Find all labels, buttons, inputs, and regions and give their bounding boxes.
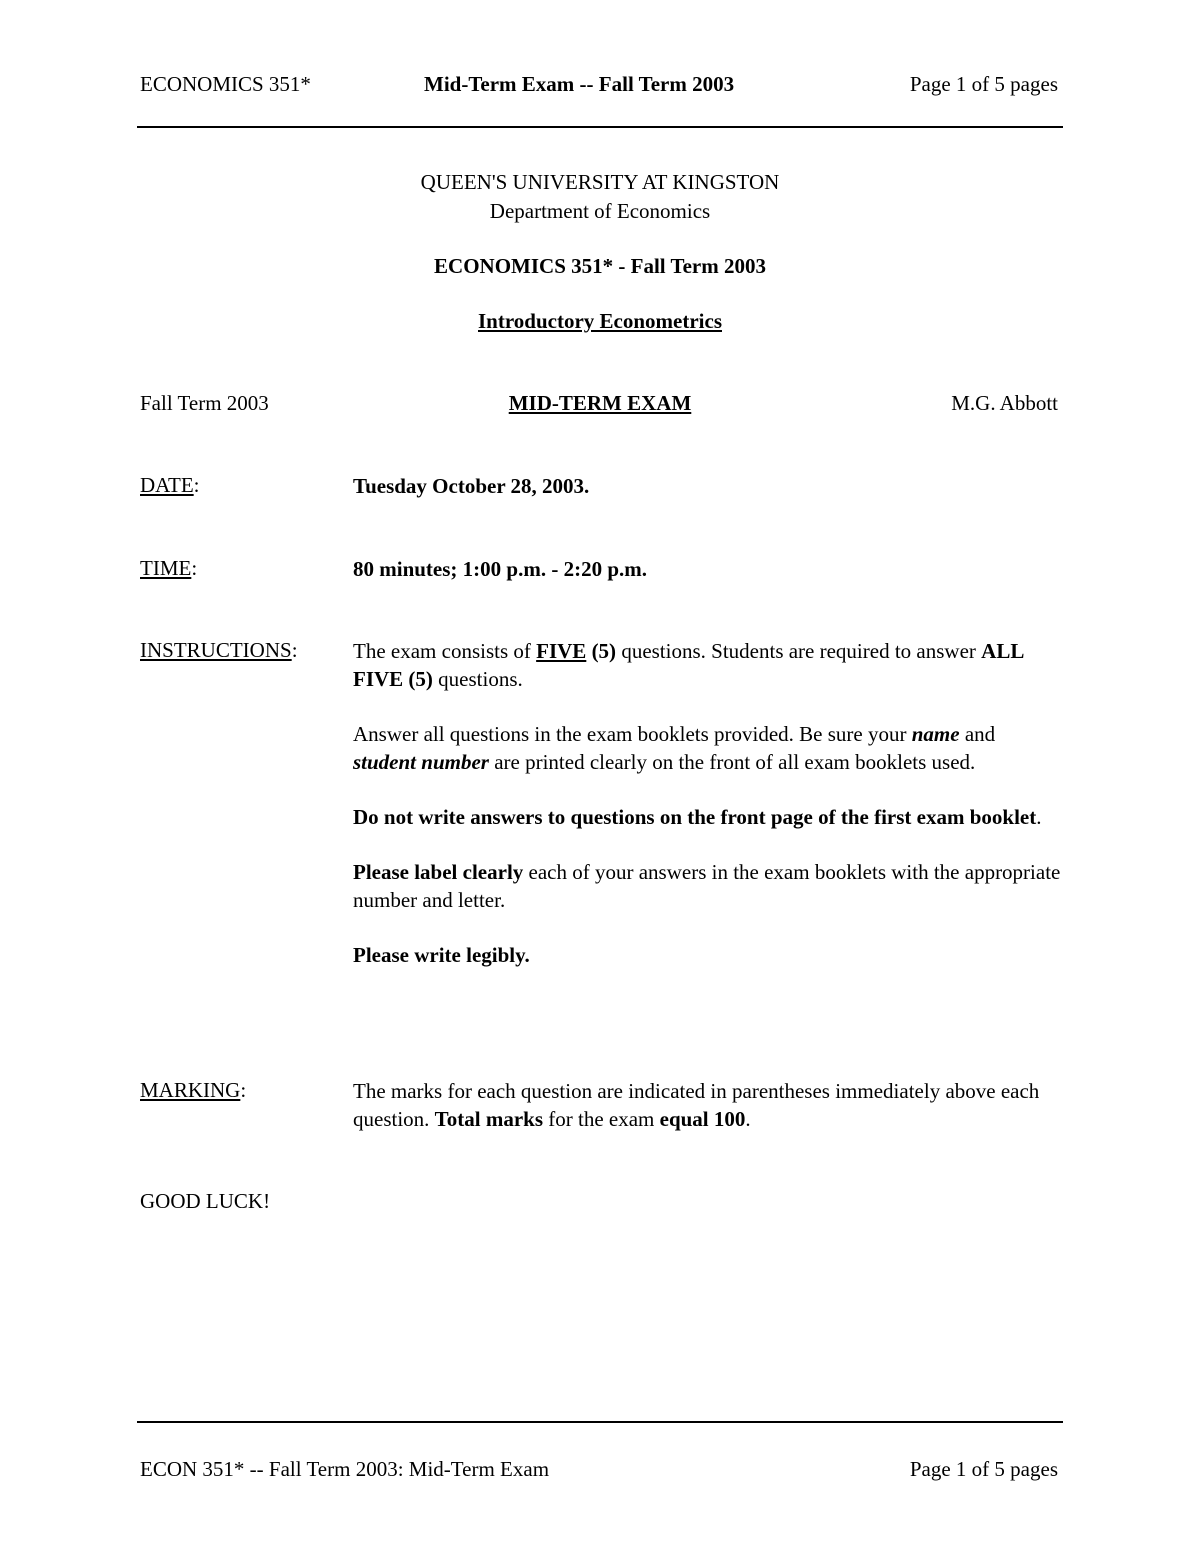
course-title: Introductory Econometrics [478,309,722,333]
date-label: DATE [140,473,194,497]
student-number-emphasis: student number [353,750,489,774]
instructor-name: M.G. Abbott [951,391,1058,415]
text: are printed clearly on the front of all exam booklets used. [488,750,976,774]
text: The marks for each question are indicated in parentheses immediately above each question. [353,1079,1040,1131]
text: for the exam [543,1107,660,1131]
marking-label-wrap [140,1078,246,1103]
date-label-wrap [140,473,200,498]
time-value: 80 minutes; 1:00 p.m. - 2:20 p.m. [353,557,647,581]
instructions-label-wrap [140,638,298,663]
instructions-body [353,637,1063,996]
label-clearly-emphasis: Please label clearly [353,860,524,884]
exam-term: Fall Term 2003 [140,391,269,415]
instructions-paragraph-1 [353,637,1063,693]
five-number: (5) [591,639,617,663]
equal-100-emphasis: equal 100 [659,1107,746,1131]
marking-label: MARKING [140,1078,241,1102]
total-marks-emphasis: Total marks [434,1107,543,1131]
five-emphasis: FIVE [536,639,587,663]
header-page-number: Page 1 of 5 pages [909,72,1058,96]
date-value: Tuesday October 28, 2003. [353,474,590,498]
header-exam-title: Mid-Term Exam -- Fall Term 2003 [424,72,735,96]
course-line: ECONOMICS 351* - Fall Term 2003 [434,254,766,278]
instructions-label: INSTRUCTIONS [140,638,292,662]
header-rule [137,126,1063,128]
instructions-paragraph-2 [353,720,1063,776]
header-course: ECONOMICS 351* [140,72,311,96]
footer-page-number: Page 1 of 5 pages [909,1457,1058,1481]
front-page-warning: Do not write answers to questions on the front page of the first exam booklet [353,805,1037,829]
time-colon: : [191,556,198,580]
text: . [745,1107,751,1131]
date-colon: : [193,473,200,497]
text: each of your answers in the exam booklets with the appropriate number and letter. [353,860,1061,912]
course-title-wrap [0,309,1200,334]
footer-rule [137,1421,1063,1423]
marking-body [353,1077,1063,1133]
instructions-paragraph-3 [353,803,1063,831]
instructions-paragraph-5 [353,941,1063,969]
text: questions. [432,667,523,691]
department-name: Department of Economics [489,199,711,223]
text: . [1036,805,1042,829]
write-legibly-emphasis: Please write legibly. [353,943,530,967]
university-name: QUEEN'S UNIVERSITY AT KINGSTON [420,170,780,194]
time-label: TIME [140,556,192,580]
text: The exam consists of [353,639,537,663]
time-label-wrap [140,556,197,581]
instructions-paragraph-4 [353,858,1063,914]
marking-colon: : [240,1078,247,1102]
text: Answer all questions in the exam booklets provided. Be sure your [353,722,912,746]
all-five-emphasis: ALL FIVE (5) [353,639,1024,691]
text: questions. Students are required to answer [616,639,982,663]
exam-title: MID-TERM EXAM [508,391,692,415]
good-luck: GOOD LUCK! [140,1189,271,1213]
footer-course: ECON 351* -- Fall Term 2003: Mid-Term Exam [140,1457,550,1481]
instructions-colon: : [291,638,298,662]
name-emphasis: name [911,722,960,746]
text: and [959,722,996,746]
